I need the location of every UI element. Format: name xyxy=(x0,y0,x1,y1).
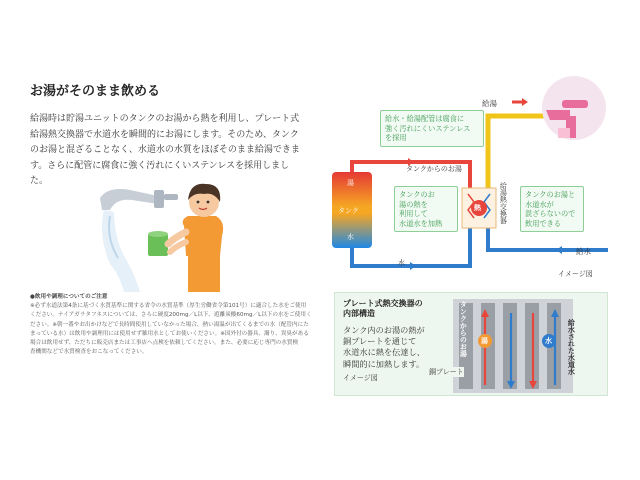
faucet-icon xyxy=(100,189,178,210)
section-title: お湯がそのまま飲める xyxy=(30,84,161,99)
water-badge: 水 xyxy=(545,337,552,345)
notes-title: ●飲用や調理についてのご注意 xyxy=(30,294,108,300)
note-line: ください。ナイアガラタフネスについては、さらに硬度200mg／L以下、遊離炭酸60mg／L以下の水をご使用く xyxy=(30,312,312,319)
return-water-label: 水 xyxy=(398,259,405,267)
boy-drinking-illustration xyxy=(80,176,250,292)
from-tank-label: タンクからのお湯 xyxy=(406,165,462,173)
tank-label: タンク xyxy=(338,207,359,215)
tank-heat-callout: タンクのお 湯の熱を 利用して 水道水を加熱 xyxy=(394,186,458,232)
note-line: 査機関などで水質検査をおこなってください。 xyxy=(30,349,148,356)
tank-hot-label: 湯 xyxy=(347,179,354,187)
hot-out-label: 給湯 xyxy=(482,99,497,108)
diagram-image-label: イメージ図 xyxy=(558,270,593,278)
heat-badge: 熱 xyxy=(474,204,481,212)
exchanger-label: 給湯熱交換器 xyxy=(499,182,508,224)
heated-water-label: 給水された水道水 xyxy=(567,319,576,375)
body-line: 給湯熱交換器で水道水を瞬間的にお湯にします。そのため、タンク xyxy=(30,129,299,140)
boy-icon xyxy=(168,184,223,292)
note-line: 場合は飲用せず、ただちに販売店または工事店へ点検を依頼してください。また、必要に応じ専門の水質検 xyxy=(30,340,299,347)
note-line: まっている水）は飲用や調理用には使用せず雑用水としてお使いください。※国外付の器具、濁り、異臭がある xyxy=(30,330,309,337)
system-diagram xyxy=(318,70,618,290)
body-line: す。さらに配管に腐食に強く汚れにくいステンレスを採用しまし xyxy=(30,160,290,171)
usage-notes xyxy=(30,293,312,357)
detail-body: タンク内のお湯の熱が 銅プレートを通じて 水道水に熱を伝達し、 瞬間的に加熱します。 xyxy=(343,325,425,369)
plate-label: 銅プレート xyxy=(429,368,464,376)
water-in-label: 給水 xyxy=(576,247,591,256)
stainless-callout: 給水・給湯配管は腐食に 強く汚れにくいステンレス を採用 xyxy=(380,110,484,147)
hot-badge: 湯 xyxy=(481,337,488,345)
note-line: ださい。※朝一番やお出かけなどで長時間使用していなかった場合、熱い湯温が出てくるまでの水（配管内にた xyxy=(30,321,309,328)
body-line: た。 xyxy=(30,176,49,186)
body-line: 給湯時は貯湯ユニットのタンクのお湯から熱を利用し、プレート式 xyxy=(30,114,300,124)
tank-cold-label: 水 xyxy=(347,233,354,241)
detail-image-label: イメージ図 xyxy=(343,374,378,382)
detail-title: プレート式熱交換器の 内部構造 xyxy=(343,299,423,318)
piping-drawing xyxy=(318,70,618,290)
note-line: ※必ず水道法第4条に基づく水質基準に関する省令の水質基準（厚生労働省令第101号）に適合した水をご使用 xyxy=(30,303,307,310)
not-mixed-callout: タンクのお湯と 水道水が 混ざらないので 飲用できる xyxy=(520,186,584,232)
kitchen-faucet-icon xyxy=(542,76,606,140)
body-line: のお湯と混ざることなく、水道水の水質をほぼそのまま給湯できま xyxy=(30,145,300,155)
detail-hot-from-tank: タンクからのお湯 xyxy=(459,301,468,357)
exchanger-detail-panel xyxy=(334,292,608,396)
